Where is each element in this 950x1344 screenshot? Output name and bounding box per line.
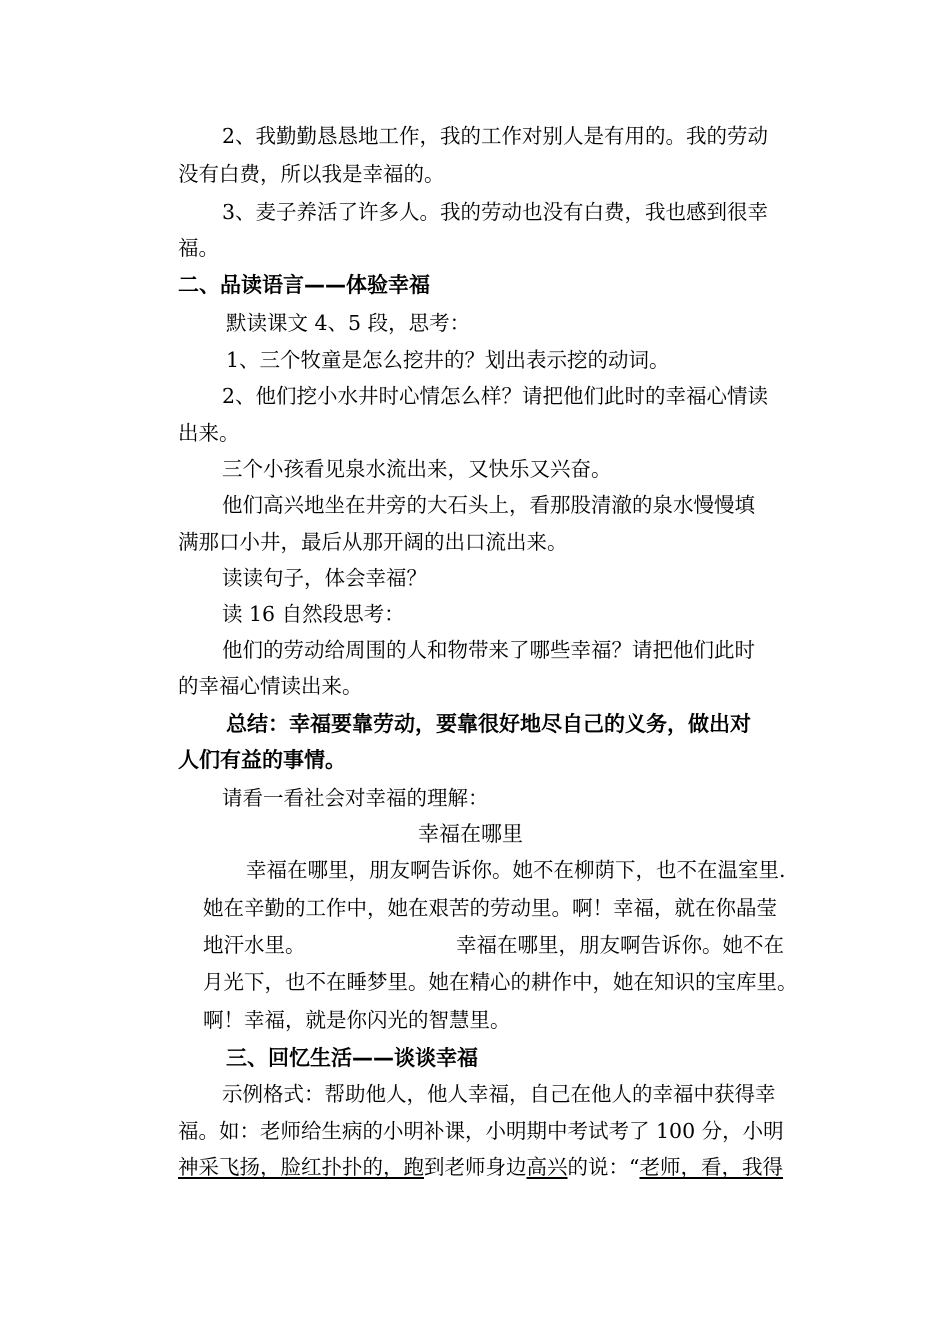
summary-line: 总结：幸福要靠劳动，要靠很好地尽自己的义务，做出对: [226, 712, 751, 736]
paragraph-line: 他们高兴地坐在井旁的大石头上，看那股清澈的泉水慢慢填: [222, 493, 755, 517]
paragraph-line: 三个小孩看见泉水流出来，又快乐又兴奋。: [222, 457, 612, 481]
summary-line: 人们有益的事情。: [178, 748, 346, 772]
paragraph-line: [178, 1155, 783, 1179]
paragraph-line: 2、他们挖小水井时心情怎么样？请把他们此时的幸福心情读: [222, 384, 769, 408]
paragraph-line: 读 16 自然段思考：: [222, 602, 405, 626]
paragraph-line: 1、三个牧童是怎么挖井的？划出表示挖的动词。: [226, 348, 670, 372]
song-title: 幸福在哪里: [418, 822, 523, 846]
paragraph-line: 3、麦子养活了许多人。我的劳动也没有白费，我也感到很幸: [222, 200, 769, 224]
lyrics-line: 啊！幸福，就是你闪光的智慧里。: [203, 1008, 511, 1032]
paragraph-line: 示例格式：帮助他人，他人幸福，自己在他人的幸福中获得幸: [222, 1082, 776, 1106]
lyrics-line: 她在辛勤的工作中，她在艰苦的劳动里。啊！幸福，就在你晶莹: [203, 896, 777, 920]
paragraph-line: 他们的劳动给周围的人和物带来了哪些幸福？请把他们此时: [222, 638, 755, 662]
underlined-phrase: 老师，看，我得: [639, 1155, 783, 1179]
paragraph-line: 读读句子，体会幸福？: [222, 566, 427, 590]
text-run: 的说：“: [567, 1155, 640, 1179]
paragraph-line: 2、我勤勤恳恳地工作，我的工作对别人是有用的。我的劳动: [222, 124, 769, 148]
paragraph-line: 默读课文 4、5 段，思考：: [226, 311, 471, 335]
paragraph-line: 福。如：老师给生病的小明补课，小明期中考试考了 100 分，小明: [178, 1119, 784, 1143]
lyrics-line: 幸福在哪里，朋友啊告诉你。她不在柳荫下，也不在温室里.: [246, 858, 786, 882]
lyrics-line: 幸福在哪里，朋友啊告诉你。她不在: [456, 933, 784, 957]
paragraph-line: 满那口小井，最后从那开阔的出口流出来。: [178, 530, 568, 554]
section-heading-3: 三、回忆生活——谈谈幸福: [226, 1046, 478, 1070]
paragraph-line: 出来。: [178, 421, 240, 445]
text-run: 到老师身边: [424, 1155, 527, 1179]
paragraph-line: 的幸福心情读出来。: [178, 674, 363, 698]
lyrics-line: 月光下，也不在睡梦里。她在精心的耕作中，她在知识的宝库里。: [203, 970, 798, 994]
paragraph-line: 福。: [178, 236, 219, 260]
paragraph-line: 没有白费，所以我是幸福的。: [178, 162, 445, 186]
section-heading-2: 二、品读语言——体验幸福: [178, 273, 430, 297]
paragraph-line: 请看一看社会对幸福的理解：: [222, 786, 489, 810]
lyrics-line: 地汗水里。: [203, 933, 306, 957]
underlined-phrase: 神采飞扬，脸红扑扑的，跑: [178, 1155, 424, 1179]
underlined-phrase: 高兴: [526, 1155, 568, 1179]
